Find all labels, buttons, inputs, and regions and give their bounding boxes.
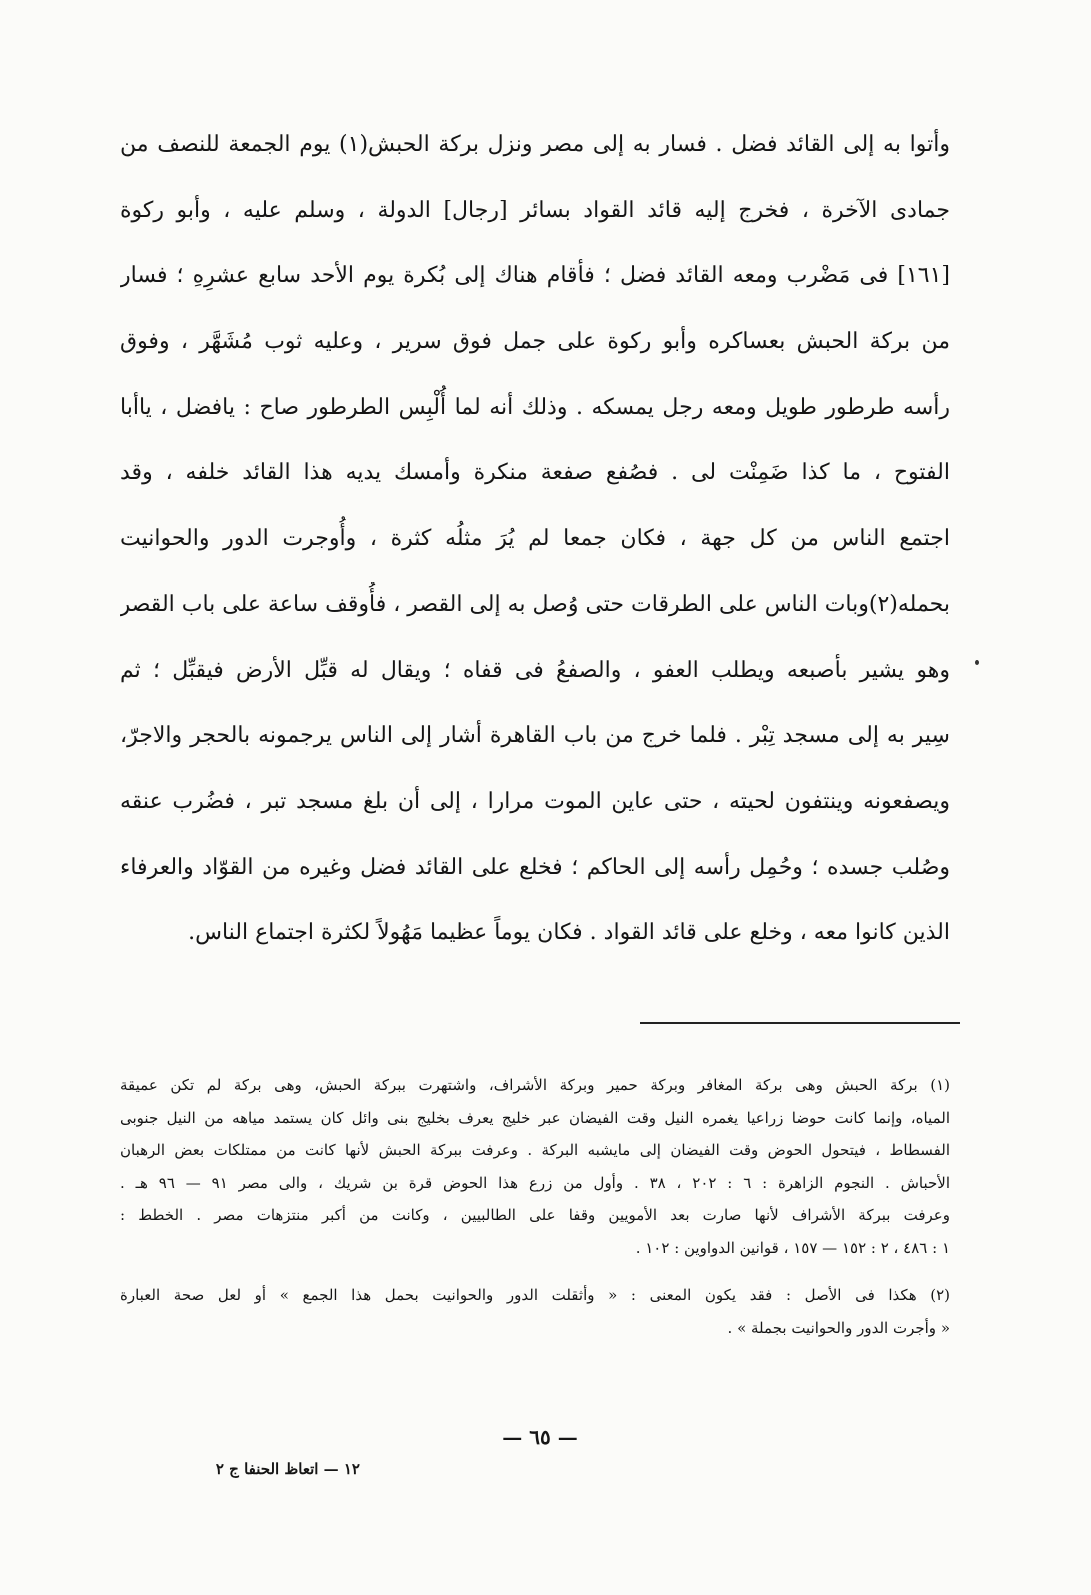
main-text-line: بحمله(٢)وبات الناس على الطرقات حتى وُصل به إلى القصر ، فأُوقف ساعة على باب القصر	[120, 591, 950, 617]
main-text-line: ويصفعونه وينتفون لحيته ، حتى عاين الموت مرارا ، إلى أن بلغ مسجد تبر ، فضُرب عنقه	[120, 788, 950, 814]
footnote-line: المياه، وإنما كانت حوضا زراعيا يغمره النيل وقت الفيضان عبر خليج يعرف بخليج بنى وائل كان يستمد مياهه من النيل جنوبى	[120, 1108, 950, 1127]
footnote-line: « وأجرت الدور والحوانيت بجملة » .	[727, 1318, 950, 1337]
main-text-line: وصُلب جسده ؛ وحُمِل رأسه إلى الحاكم ؛ فخلع على القائد فضل وغيره من القوّاد والعرفاء	[120, 854, 950, 880]
main-text-line: وهو يشير بأصبعه ويطلب العفو ، والصفعُ فى قفاه ؛ ويقال له قبِّل الأرض فيقبِّل ؛ ثم	[120, 657, 950, 683]
main-text-line: من بركة الحبش بعساكره وأبو ركوة على جمل فوق سرير ، وعليه ثوب مُشَهَّر ، وفوق	[120, 329, 950, 355]
main-text-line: الفتوح ، ما كذا ضَمِنْت لى . فصُفع صفعة منكرة وأمسك يديه هذا القائد خلفه ، وقد	[120, 460, 950, 486]
margin-mark	[975, 660, 979, 665]
main-text-line: وأتوا به إلى القائد فضل . فسار به إلى مصر ونزل بركة الحبش(١) يوم الجمعة للنصف من	[120, 132, 950, 157]
page-number: — ٦٥ —	[502, 1425, 578, 1449]
footnote-line: الفسطاط ، فيتحول الحوض وقت الفيضان إلى مايشبه البركة . وعرفت ببركة الحبش لأنها كانت من ممتلكات بعض الرهبان	[120, 1141, 950, 1159]
main-text-line: رأسه طرطور طويل ومعه رجل يمسكه . وذلك أنه لما أُلْبِس الطرطور صاح : يافضل ، ياأبا	[120, 394, 950, 420]
main-text-line: سِير به إلى مسجد تِبْر . فلما خرج من باب القاهرة أشار إلى الناس يرجمونه بالحجر والاجرّ،	[120, 723, 950, 749]
footnote-line: (٢) هكذا فى الأصل : فقد يكون المعنى : « وأثقلت الدور والحوانيت بحمل هذا الجمع » أو لعل صحة العبارة	[120, 1286, 950, 1304]
footnote-line: (١) بركة الحبش وهى بركة المغافر وبركة حمير وبركة الأشراف، واشتهرت ببركة الحبش، وهى بركة لم تكن عميقة	[120, 1076, 950, 1094]
footnote-2	[120, 1280, 950, 1345]
main-text-line: جمادى الآخرة ، فخرج إليه قائد القواد بسائر [رجال] الدولة ، وسلم عليه ، وأبو ركوة	[120, 197, 950, 223]
main-text-line: الذين كانوا معه ، وخلع على قائد القواد . فكان يوماً عظيما مَهُولاً لكثرة اجتماع الناس.	[188, 920, 950, 946]
footnote-gap	[120, 1265, 950, 1280]
main-text-line: اجتمع الناس من كل جهة ، فكان جمعا لم يُرَ مثلُه كثرة ، وأُوجرت الدور والحوانيت	[120, 526, 950, 552]
footnote-line: وعرفت ببركة الأشراف لأنها صارت بعد الأمويين وقفا على الطالبيين ، وكانت من أكبر منتزهات مصر . الخطط :	[120, 1206, 950, 1224]
footnotes	[120, 1070, 950, 1345]
footnote-line: ١ : ٤٨٦ ، ٢ : ١٥٢ — ١٥٧ ، قوانين الدواوين : ١٠٢ .	[635, 1238, 950, 1257]
main-text-line: [١٦١] فى مَضْرب ومعه القائد فضل ؛ فأقام هناك إلى بُكرة يوم الأحد سابع عشرِهِ ؛ فسار	[120, 263, 950, 289]
main-text	[120, 122, 950, 976]
printer-signature: ١٢ — اتعاظ الحنفا ج ٢	[215, 1460, 360, 1478]
footnote-line: الأحباش . النجوم الزاهرة : ٦ : ٢٠٢ ، ٣٨ . وأول من زرع هذا الحوض قرة بن شريك ، والى مصر ٩١ — ٩٦ هـ .	[120, 1173, 950, 1192]
footnote-1	[120, 1070, 950, 1265]
footnote-divider	[640, 1022, 960, 1024]
